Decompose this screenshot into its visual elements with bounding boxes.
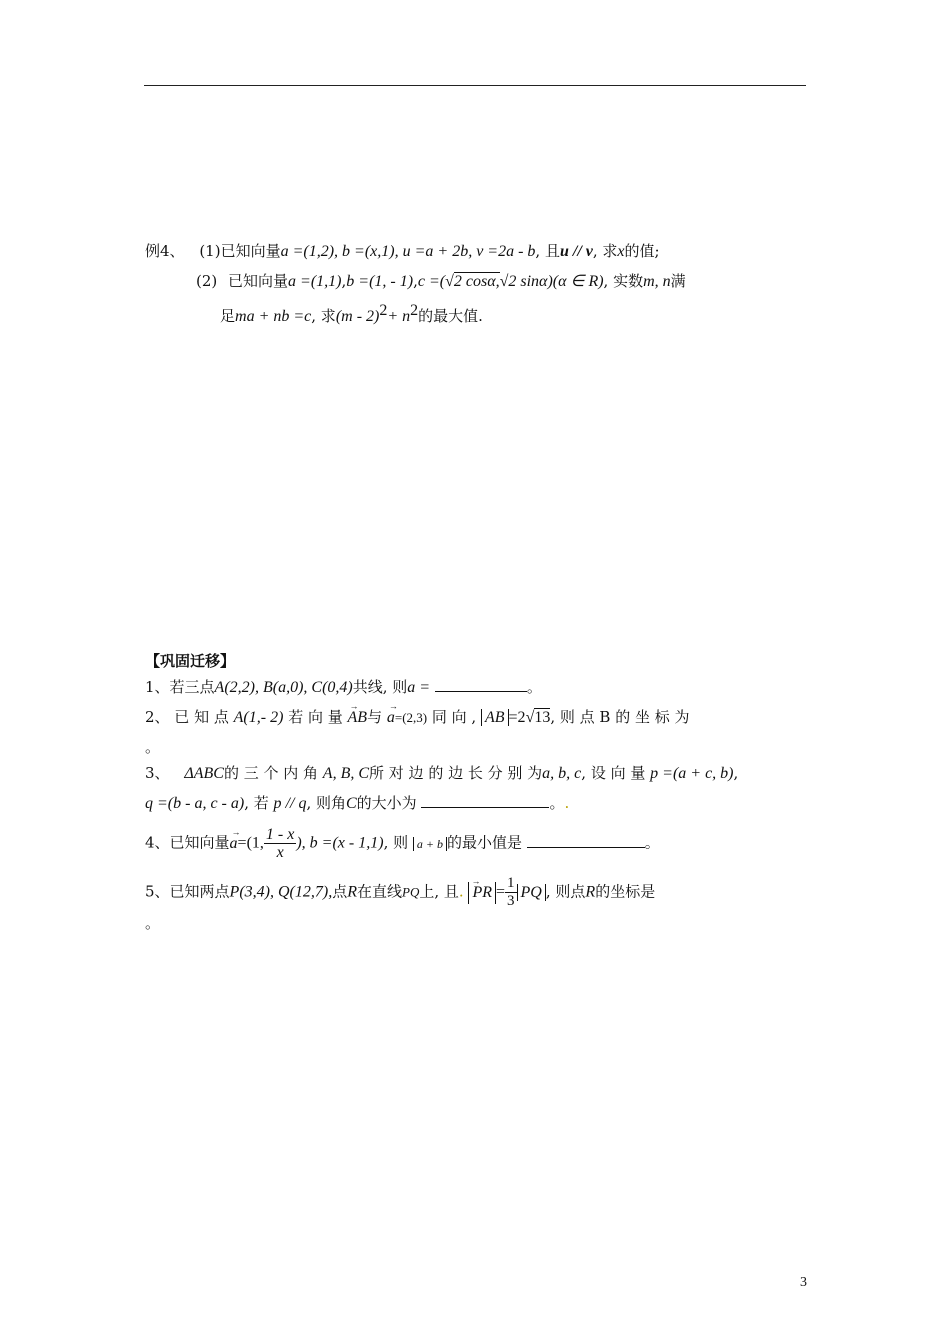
math-mn: m, n [643, 273, 671, 290]
math-a: a = [407, 679, 431, 696]
math-c: c =( [417, 273, 446, 290]
example4-line3: 足ma + nb =c, 求$(m - 2)^2+ n^2$的最大值. [220, 302, 483, 325]
text: 上, 且 [419, 882, 459, 901]
math-triangle: ΔABC [184, 765, 224, 782]
fraction [264, 826, 296, 861]
math-line-PQ: PQ [402, 884, 420, 900]
math-eq: = [496, 883, 506, 901]
text: 若 向 量 [288, 708, 343, 726]
abs-PR: → PR [468, 882, 496, 904]
text: , [733, 764, 739, 782]
section-title: 【巩固迁移】 [145, 652, 236, 670]
text: 的坐标是 [595, 882, 656, 901]
text: , 则点 [545, 882, 586, 901]
math-a: a =(1,1) [288, 273, 342, 290]
fraction-denominator: x [276, 844, 284, 861]
math-points: A(2,2), B(a,0), C(0,4) [214, 679, 353, 696]
text: , 且 [535, 242, 560, 260]
text: 5、已知两点 [145, 882, 230, 901]
text: 的 三 个 内 角 [223, 764, 319, 782]
text: 足 [220, 307, 236, 325]
part-number: (1) [199, 242, 221, 260]
text: 3、 [145, 764, 170, 782]
text: 的大小为 [356, 794, 417, 812]
text: 共线, 则 [352, 678, 408, 696]
math-c2: 2 cosα, [453, 273, 500, 290]
math-eq: ma + nb =c [235, 308, 312, 325]
text: 。 [526, 678, 542, 696]
fraction [505, 875, 517, 910]
math-p: p =(a + c, b) [650, 765, 734, 782]
math-expression: a =(1,2), b =(x,1), u =a + 2b, v =2a - b [280, 243, 536, 260]
abs-AB: AB [481, 709, 509, 726]
fraction-numerator: 1 [507, 875, 515, 891]
text: , 则角 [306, 794, 346, 812]
fraction-numerator: 1 - x [265, 826, 295, 843]
question-2: 2、 已 知 点 A(1,- 2) 若 向 量 → AB与 → a=(2,3) 同 向 , AB =2√13, 则 点 B 的 坐 标 为 [145, 706, 690, 729]
text: 已知向量 [220, 242, 281, 260]
question-3 [145, 762, 738, 785]
math-R: R [585, 883, 596, 901]
part-number: (2) [196, 272, 218, 290]
math-sqrt: 13 [534, 709, 551, 726]
math-PQ: P(3,4), Q(12,7), [229, 883, 333, 901]
text: , 若 [244, 794, 269, 812]
question-2-end: 。 [145, 738, 161, 756]
math-ABC: A, B, C [322, 765, 370, 782]
math-plus: + n [387, 308, 411, 325]
text: 。 [549, 794, 565, 812]
example4-line1 [145, 240, 660, 263]
text: 的值; [624, 242, 660, 260]
text: 满 [670, 272, 686, 290]
text: 与 [367, 708, 383, 726]
text: , 则 [383, 833, 409, 852]
header-rule [144, 85, 806, 86]
vector-AB: → AB [348, 707, 368, 729]
text: 的最小值是 [447, 833, 523, 852]
math-c3: 2 sinα)(α ∈ R) [508, 273, 604, 290]
text: , 求 [592, 242, 618, 260]
math-abc: a, b, c [542, 765, 582, 782]
math-eq: =2 [508, 709, 526, 726]
math-q: q =(b - a, c - a) [145, 795, 245, 812]
question-1 [145, 676, 542, 699]
math-expr: (m - 2) [335, 308, 380, 325]
math-aval: =(2,3) [394, 710, 428, 725]
text: 点 [332, 882, 348, 901]
math-C: C [345, 795, 357, 812]
answer-blank[interactable] [527, 833, 645, 848]
math-A: A(1,- 2) [233, 709, 284, 726]
example4-line2: (2) 已知向量a =(1,1),b =(1, - 1),c =(√2 cosα,√2 sinα)(α ∈ R), 实数m, n满 [196, 272, 686, 290]
math-R: R [347, 883, 357, 901]
vector-a: → a [387, 707, 395, 729]
text: 2、 已 知 点 [145, 708, 229, 726]
text: 同 向 , [431, 708, 477, 726]
question-5-end: 。 [145, 914, 161, 932]
abs-a-plus-b: a + b [413, 837, 447, 851]
example-label: 例4、 [145, 242, 185, 260]
fraction-denominator: 3 [507, 893, 515, 909]
question-4 [145, 826, 660, 861]
answer-blank[interactable] [421, 793, 549, 808]
math-parallel: p // q [273, 795, 307, 812]
math-b: b =(1, - 1) [346, 273, 414, 290]
text: 已知向量 [228, 272, 289, 290]
text: 所 对 边 的 边 长 分 别 为 [369, 764, 543, 782]
math-x: x [617, 243, 625, 260]
page-number: 3 [800, 1275, 807, 1290]
vector-a: → a [230, 833, 238, 855]
text: , 设 向 量 [581, 764, 646, 782]
math-eq1: =(1, [237, 834, 264, 852]
text: , 实数 [603, 272, 644, 290]
text: 。 [644, 833, 660, 852]
math-b: ), b =(x - 1,1) [296, 834, 384, 852]
abs-PQ: PQ [517, 884, 546, 901]
text: , 求 [311, 307, 336, 325]
text: , 则 点 B 的 坐 标 为 [550, 708, 690, 726]
question-5: 5、已知两点P(3,4), Q(12,7),点R在直线PQ上, 且. → PR = $\frac{1}{3}$ PQ , 则点R的坐标是 [145, 875, 655, 910]
answer-blank[interactable] [435, 677, 527, 692]
text: 在直线 [356, 882, 402, 901]
math-parallel: u // v [559, 243, 593, 260]
text: 1、若三点 [145, 678, 215, 696]
text: 4、已知向量 [145, 833, 230, 852]
text: 的最大值. [418, 307, 483, 325]
question-3-line2: q =(b - a, c - a), 若 p // q, 则角C的大小为 。. [145, 794, 570, 812]
